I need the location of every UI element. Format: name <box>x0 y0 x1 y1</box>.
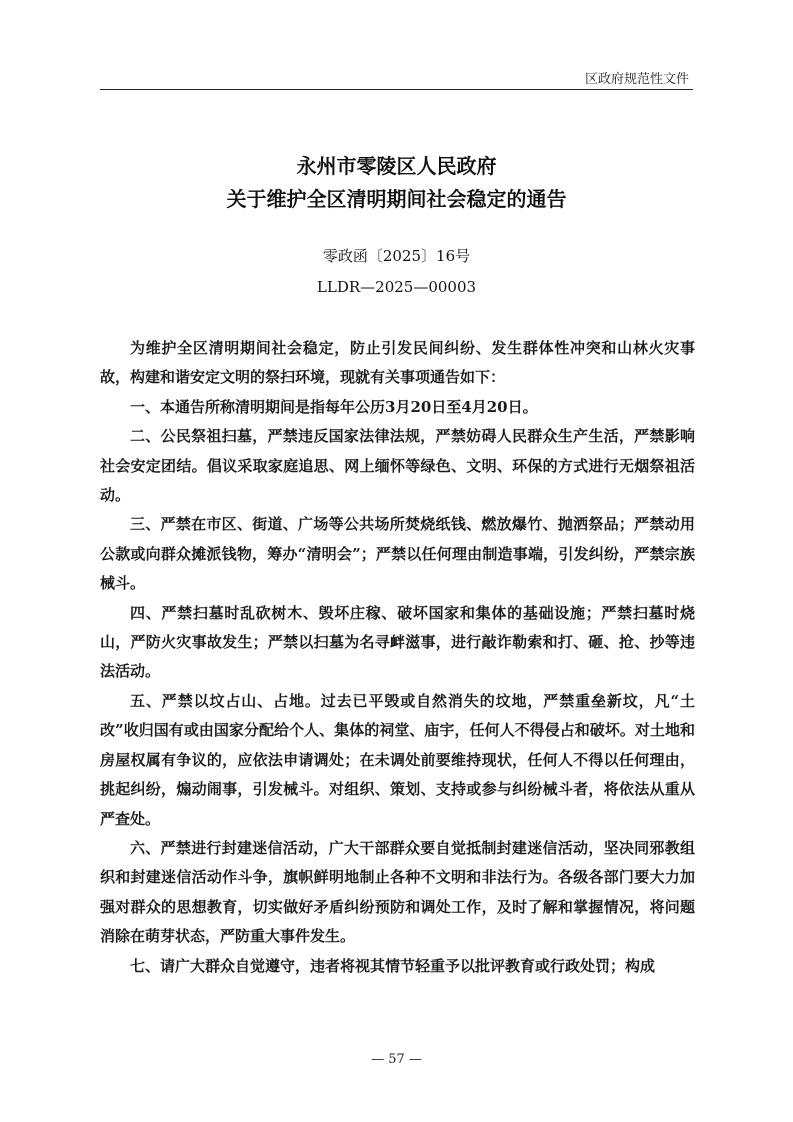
document-title-line-2: 关于维护全区清明期间社会稳定的通告 <box>226 187 567 211</box>
paragraph-item-5: 五、严禁以坟占山、占地。过去已平毁或自然消失的坟地，严禁重垒新坟，凡“土改”收归国有或由国家分配给个人、集体的祠堂、庙宇，任何人不得侵占和破坏。对土地和房屋权属有争议的，应依法申请调处；在未调处前要维持现状，任何人不得以任何理由，挑起纠纷，煽动闹事，引发械斗。对组织、策划、支持或参与纠纷械斗者，将依法从重从严查处。 <box>100 691 695 828</box>
paragraph-item-7: 七、请广大群众自觉遵守，违者将视其情节轻重予以批评教育或行政处罚；构成 <box>130 956 656 975</box>
paragraph-item-4: 四、严禁扫墓时乱砍树木、毁坏庄稼、破坏国家和集体的基础设施；严禁扫墓时烧山，严防火灾事故发生；严禁以扫墓为名寻衅滋事，进行敲诈勒索和打、砸、抢、抄等违法活动。 <box>100 603 695 681</box>
paragraph-intro: 为维护全区清明期间社会稳定，防止引发民间纠纷、发生群体性冲突和山林火灾事故，构建和谐安定文明的祭扫环境，现就有关事项通告如下： <box>100 339 695 387</box>
header-divider <box>100 89 693 90</box>
paragraph-item-2: 二、公民祭祖扫墓，严禁违反国家法律法规，严禁妨碍人民群众生产生活，严禁影响社会安定团结。倡议采取家庭追思、网上缅怀等绿色、文明、环保的方式进行无烟祭祖活动。 <box>100 427 695 505</box>
header-tag: 区政府规范性文件 <box>584 72 689 87</box>
document-code: LLDR—2025—00003 <box>316 278 477 296</box>
document-body <box>100 334 695 981</box>
document-number: 零政函〔2025〕16号 <box>322 247 471 265</box>
paragraph-item-6: 六、严禁进行封建迷信活动，广大干部群众要自觉抵制封建迷信活动，坚决同邪教组织和封建迷信活动作斗争，旗帜鲜明地制止各种不文明和非法行为。各级各部门要大力加强对群众的思想教育，切实做好矛盾纠纷预防和调处工作，及时了解和掌握情况，将问题消除在萌芽状态，严防重大事件发生。 <box>100 838 695 946</box>
document-title-line-1: 永州市零陵区人民政府 <box>296 154 497 178</box>
paragraph-item-3: 三、严禁在市区、街道、广场等公共场所焚烧纸钱、燃放爆竹、抛洒祭品；严禁动用公款或向群众摊派钱物，筹办“清明会”；严禁以任何理由制造事端，引发纠纷，严禁宗族械斗。 <box>100 515 695 593</box>
page-number: — 57 — <box>371 1052 422 1067</box>
paragraph-item-1: 一、本通告所称清明期间是指每年公历3月20日至4月20日。 <box>130 397 538 416</box>
